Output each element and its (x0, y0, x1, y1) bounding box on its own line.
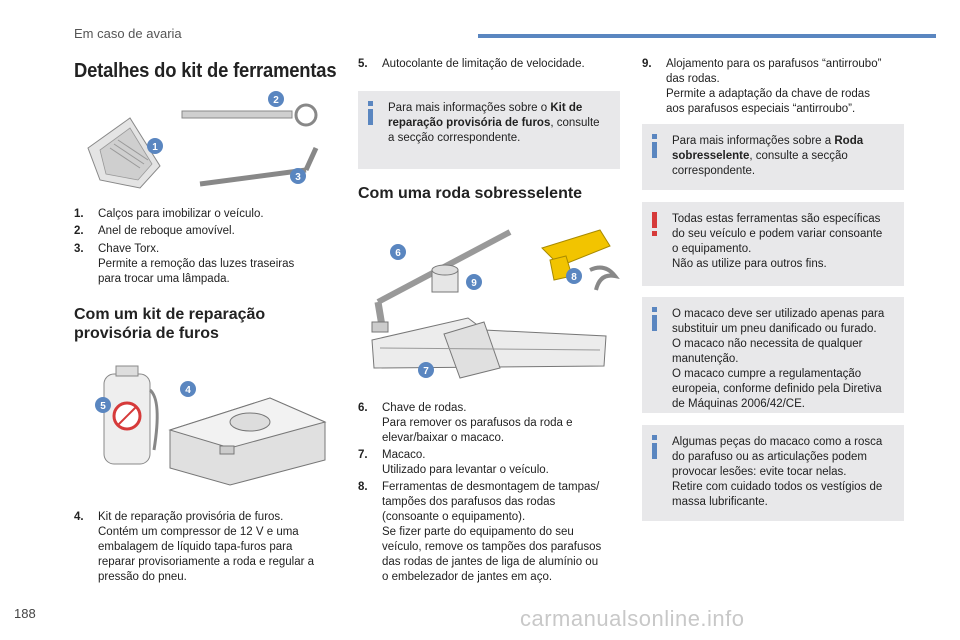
info-icon (652, 134, 658, 158)
callout-9 (466, 274, 482, 290)
info-icon (652, 435, 658, 459)
info-icon (652, 307, 658, 331)
info-icon (368, 101, 374, 125)
warning-icon (652, 212, 658, 236)
info-box-jack-safety: Algumas peças do macaco como a rosca do parafuso ou as articulações podem provocar lesões: evite tocar nelas. Retire com cuidado todos os vestígios de massa lubrificante. (642, 425, 904, 521)
list-item-1: 1. Calços para imobilizar o veículo. (74, 208, 264, 220)
spare-wheel-tools-illustration (360, 218, 620, 388)
section-header: Em caso de avaria (74, 26, 182, 41)
info-box-jack: O macaco deve ser utilizado apenas para substituir um pneu danificado ou furado. O macaco não necessita de qualquer manutenção. O macaco cumpre a regulamentação europeia, conforme definido pela Diretiva de Máquinas 2006/42/CE. (642, 297, 904, 413)
svg-text:4: 4 (185, 385, 191, 396)
callout-4 (180, 381, 196, 397)
page-number: 188 (14, 606, 36, 621)
watermark: carmanualsonline.info (520, 606, 745, 631)
section-heading-spare-wheel: Com uma roda sobresselente (358, 185, 583, 202)
callout-5 (95, 397, 111, 413)
svg-text:8: 8 (571, 272, 577, 283)
section-heading-repair-kit: Com um kit de reparação provisória de furos (74, 306, 266, 342)
info-box-repair-kit: Para mais informações sobre o Kit de reparação provisória de furos, consulte a secção correspondente. (358, 91, 620, 169)
callout-7 (418, 362, 434, 378)
repair-kit-illustration (90, 360, 330, 490)
callout-3 (290, 168, 306, 184)
list-item-4: 4. Kit de reparação provisória de furos. Contém um compressor de 12 V e uma embalagem de líquido tapa-furos para reparar provisoriamente a roda e regular a pressão do pneu. (74, 511, 315, 583)
toolkit-illustration (80, 88, 330, 198)
callout-2 (268, 91, 284, 107)
svg-text:7: 7 (423, 366, 429, 377)
callout-1 (147, 138, 163, 154)
svg-text:9: 9 (471, 278, 477, 289)
svg-text:2: 2 (273, 95, 279, 106)
svg-text:1: 1 (152, 142, 158, 153)
list-item-7: 7. Macaco. Utilizado para levantar o veículo. (358, 449, 549, 476)
list-item-6: 6. Chave de rodas. Para remover os parafusos da roda e elevar/baixar o macaco. (358, 402, 573, 444)
list-item-8: 8. Ferramentas de desmontagem de tampas/ tampões dos parafusos das rodas (consoante o equipamento). Se fizer parte do equipamento do seu veículo, remove os tampões dos parafusos das rodas de jantes de liga de alumínio ou o embelezador de jantes em aço. (358, 481, 602, 583)
header-accent-bar (478, 34, 936, 38)
list-item-3: 3. Chave Torx. Permite a remoção das luzes traseiras para trocar uma lâmpada. (74, 243, 295, 285)
list-item-5: 5. Autocolante de limitação de velocidade. (358, 58, 585, 70)
callout-8 (566, 268, 582, 284)
svg-text:3: 3 (295, 172, 301, 183)
list-item-2: 2. Anel de reboque amovível. (74, 225, 235, 237)
svg-text:6: 6 (395, 248, 401, 259)
list-item-9: 9. Alojamento para os parafusos “antirroubo” das rodas. Permite a adaptação da chave de rodas aos parafusos especiais “antirroubo”. (642, 58, 882, 115)
svg-text:5: 5 (100, 401, 106, 412)
info-box-spare-wheel: Para mais informações sobre a Roda sobresselente, consulte a secção correspondente. (642, 124, 904, 190)
warning-box-tools: Todas estas ferramentas são específicas do seu veículo e podem variar consoante o equipamento. Não as utilize para outros fins. (642, 202, 904, 286)
callout-6 (390, 244, 406, 260)
page-title: Detalhes do kit de ferramentas (74, 60, 337, 82)
